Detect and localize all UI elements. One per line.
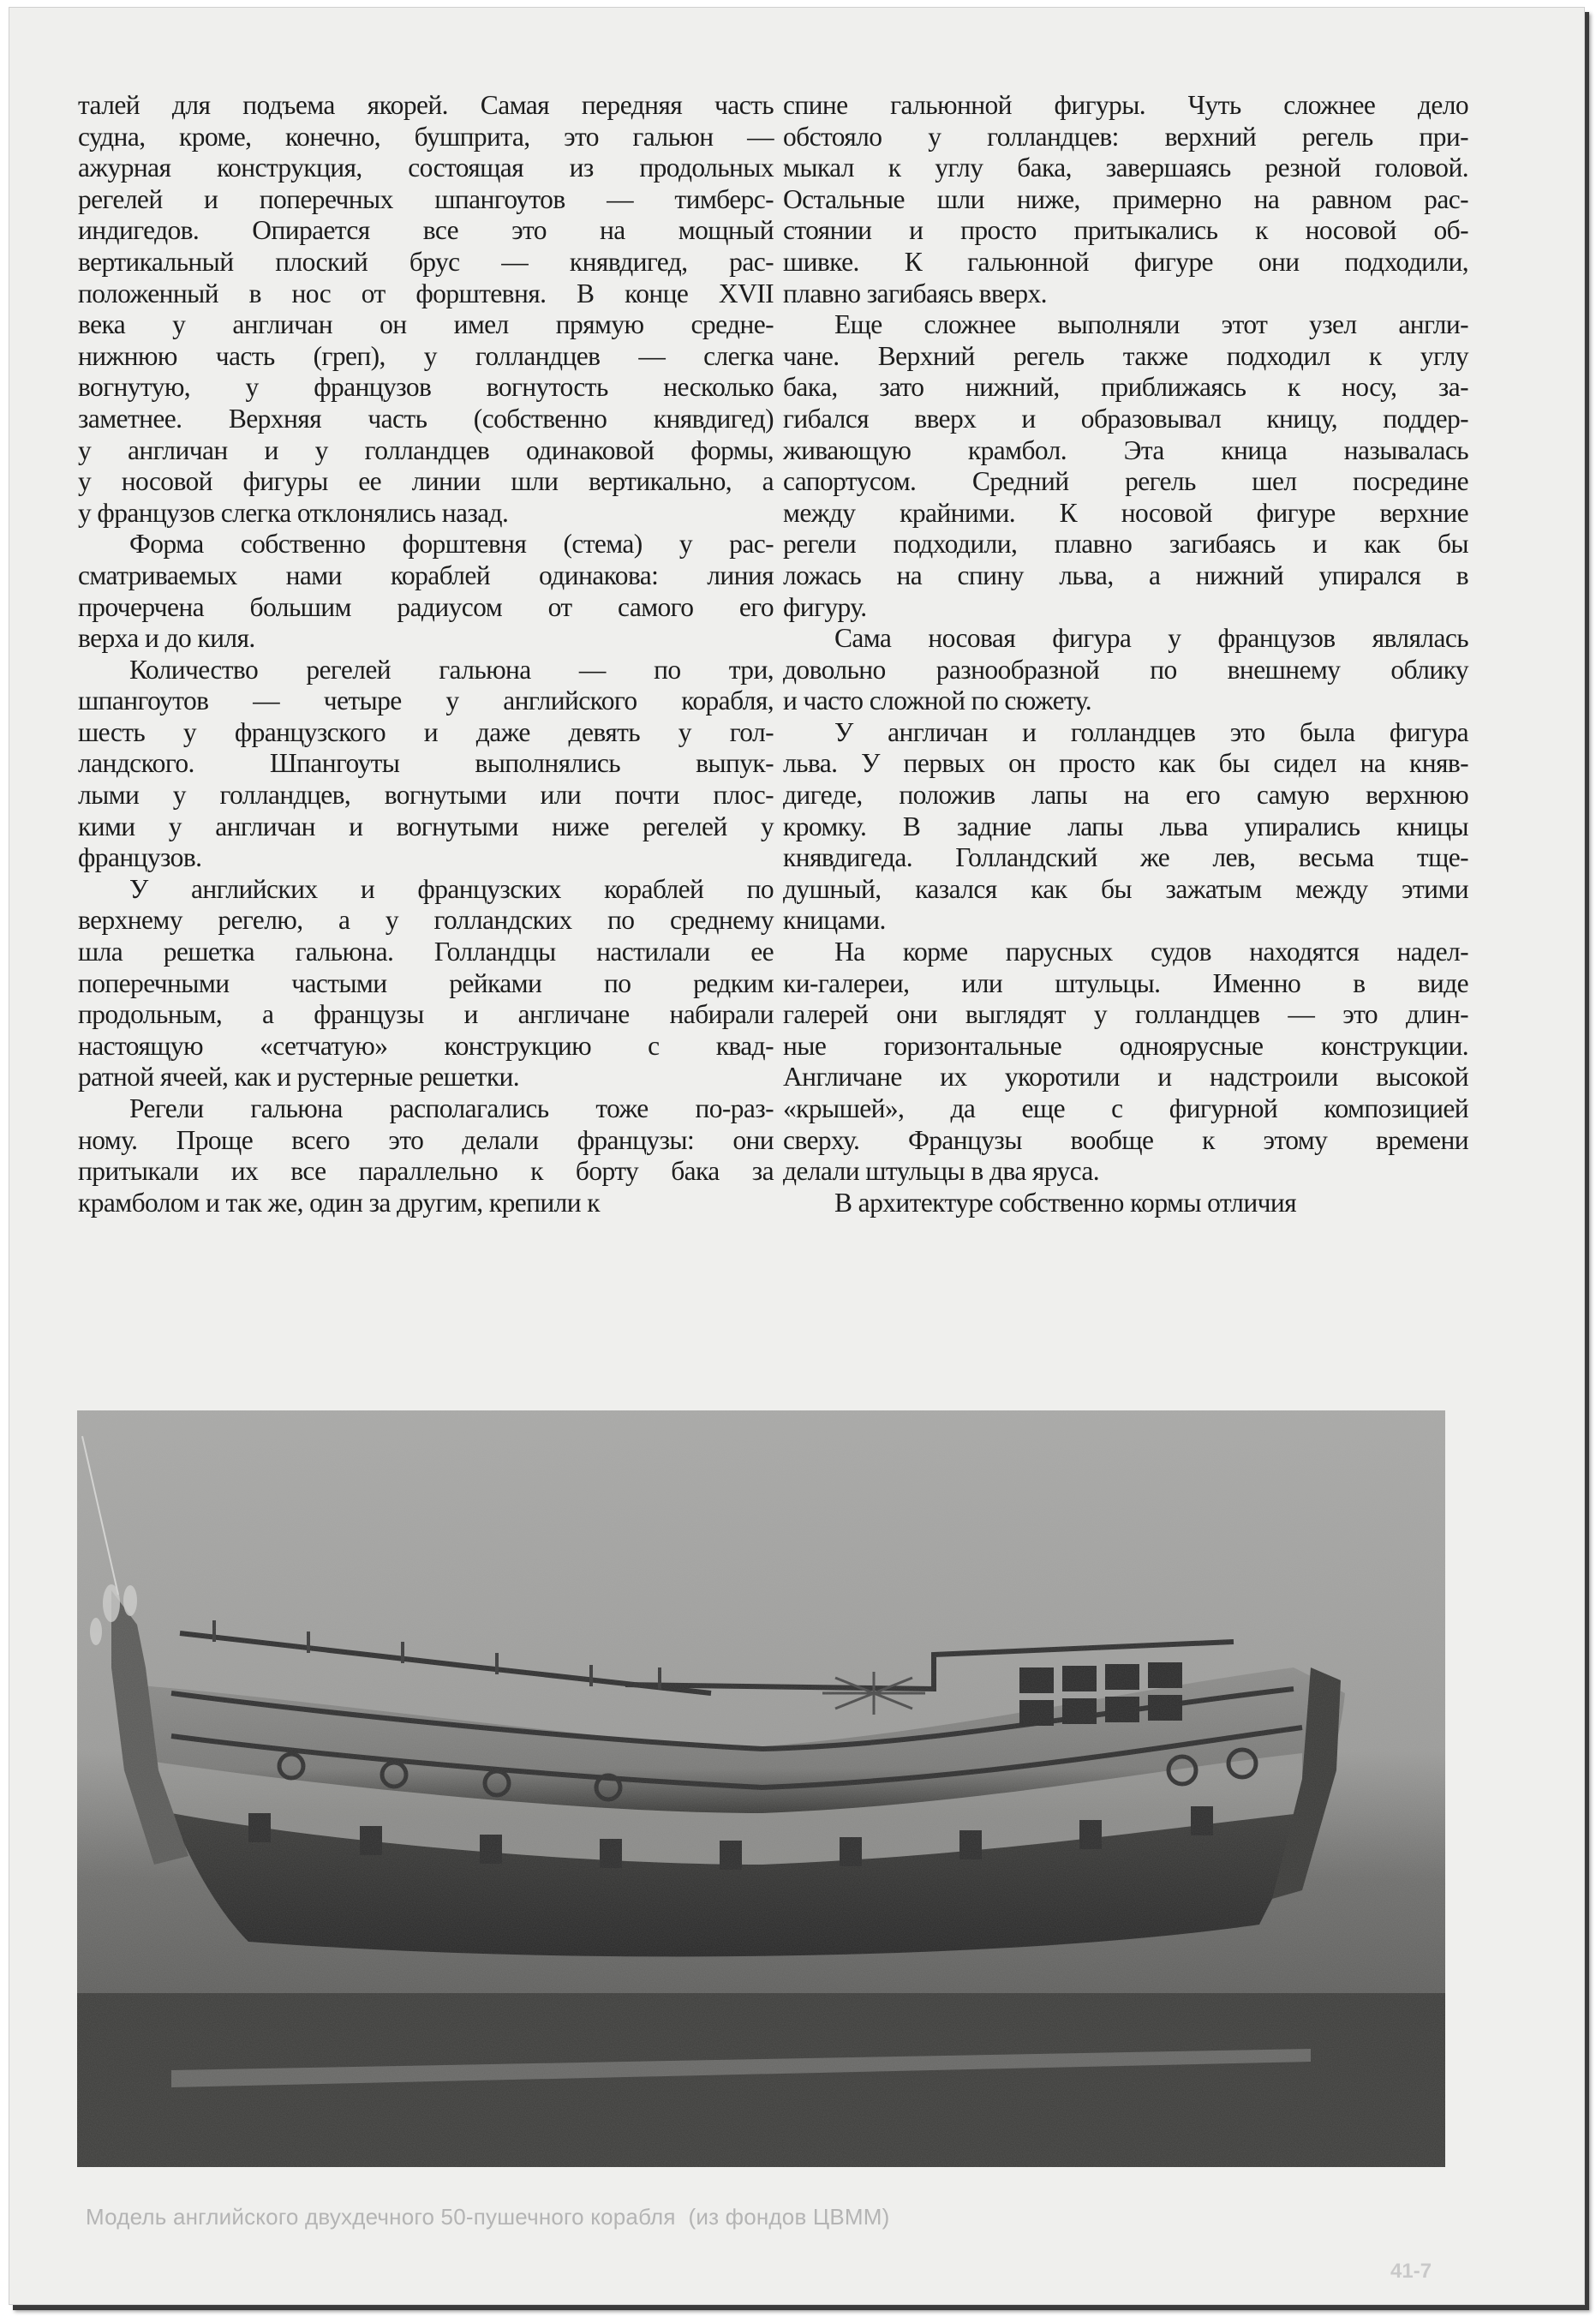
text-line: продольным, а французы и англичане набирали <box>78 999 774 1030</box>
paragraph <box>783 309 1468 623</box>
text-line: спине гальюнной фигуры. Чуть сложнее дело <box>783 90 1468 120</box>
paragraph <box>783 623 1468 717</box>
text-line: У английских и французских кораблей по <box>129 873 774 904</box>
text-line: ки-галереи, или штульцы. Именно в виде <box>783 967 1468 998</box>
right-text-column <box>783 90 1468 1218</box>
text-line: кромку. В задние лапы льва упирались кницы <box>783 811 1468 841</box>
text-line: В архитектуре собственно кормы отличия <box>834 1187 1297 1218</box>
text-line: индигедов. Опирается все это на мощный <box>78 215 774 246</box>
text-line: заметнее. Верхняя часть (собственно княвдигед) <box>78 403 774 434</box>
paragraph <box>783 937 1468 1188</box>
text-line: Сама носовая фигура у французов являлась <box>834 623 1468 654</box>
text-line: верхнему регелю, а у голландских по среднему <box>78 905 774 936</box>
text-line: ратной ячеей, как и рустерные решетки. <box>78 1062 520 1093</box>
text-line: «крышей», да еще с фигурной композицией <box>783 1093 1468 1123</box>
text-line: шпангоутов — четыре у английского корабля, <box>78 686 774 716</box>
scanned-page <box>9 7 1585 2305</box>
text-line: вертикальный плоский брус — княвдигед, рас- <box>78 246 774 277</box>
text-line: кницами. <box>783 905 886 936</box>
text-line: галерей они выглядят у голландцев — это длин- <box>783 999 1468 1030</box>
text-line: душный, казался как бы зажатым между этими <box>783 873 1468 904</box>
text-line: чане. Верхний регель также подходил к углу <box>783 340 1468 371</box>
text-line: ложась на спину льва, а нижний упирался в <box>783 560 1468 590</box>
text-line: Форма собственно форштевня (стема) у рас- <box>129 529 774 560</box>
text-line: Остальные шли ниже, примерно на равном рас- <box>783 183 1468 214</box>
paragraph <box>78 90 774 529</box>
paragraph <box>78 529 774 654</box>
text-line: вогнутую, у французов вогнутость несколько <box>78 372 774 403</box>
text-line: довольно разнообразной по внешнему облику <box>783 654 1468 685</box>
text-line: крамболом и так же, один за другим, крепили к <box>78 1187 600 1218</box>
text-line: стоянии и просто притыкались к носовой об- <box>783 215 1468 246</box>
text-line: поперечными частыми рейками по редким <box>78 967 774 998</box>
paragraph <box>783 90 1468 309</box>
text-line: плавно загибаясь вверх. <box>783 278 1047 308</box>
text-line: верха и до киля. <box>78 623 255 654</box>
text-line: у носовой фигуры ее линии шли вертикально, а <box>78 466 774 497</box>
text-line: шивке. К гальюнной фигуре они подходили, <box>783 246 1468 277</box>
text-line: дигеде, положив лапы на его самую верхнюю <box>783 780 1468 811</box>
text-line: у французов слегка отклонялись назад. <box>78 497 509 528</box>
text-line: На корме парусных судов находятся надел- <box>834 937 1468 967</box>
text-line: льва. У первых он просто как бы сидел на княв- <box>783 748 1468 779</box>
text-line: прочерчена большим радиусом от самого его <box>78 591 774 622</box>
text-line: сматриваемых нами кораблей одинакова: линия <box>78 560 774 590</box>
left-text-column <box>78 90 774 1218</box>
text-line: Еще сложнее выполняли этот узел англи- <box>834 309 1468 340</box>
text-line: талей для подъема якорей. Самая передняя часть <box>78 90 774 120</box>
text-line: Англичане их укоротили и надстроили высокой <box>783 1062 1468 1093</box>
text-line: французов. <box>78 842 202 873</box>
text-line: бака, зато нижний, приближаясь к носу, за- <box>783 372 1468 403</box>
paragraph <box>78 655 774 874</box>
text-line: Количество регелей гальюна — по три, <box>129 654 774 685</box>
text-line: сапортусом. Средний регель шел посредине <box>783 466 1468 497</box>
paragraph <box>783 717 1468 937</box>
text-line: и часто сложной по сюжету. <box>783 686 1092 716</box>
text-line: ному. Проще всего это делали французы: они <box>78 1124 774 1155</box>
text-line: мыкал к углу бака, завершаясь резной головой. <box>783 153 1468 183</box>
text-line: положенный в нос от форштевня. В конце XVII <box>78 278 774 308</box>
ship-model-illustration <box>77 1410 1445 2167</box>
text-line: Регели гальюна располагались тоже по-раз- <box>129 1093 774 1123</box>
text-line: ландского. Шпангоуты выполнялись выпук- <box>78 748 774 779</box>
text-line: лыми у голландцев, вогнутыми или почти плос- <box>78 780 774 811</box>
text-line: шла решетка гальюна. Голландцы настилали ее <box>78 937 774 967</box>
text-line: настоящую «сетчатую» конструкцию с квад- <box>78 1030 774 1061</box>
text-line: делали штульцы в два яруса. <box>783 1156 1100 1187</box>
text-line: гибался вверх и образовывал кницу, поддер- <box>783 403 1468 434</box>
text-line: века у англичан он имел прямую средне- <box>78 309 774 340</box>
paragraph <box>78 1093 774 1218</box>
figure-caption: Модель английского двухдечного 50-пушечного корабля (из фондов ЦВММ) <box>86 2204 890 2230</box>
page-number: 41-7 <box>1390 2260 1432 2283</box>
text-line: притыкали их все параллельно к борту бака за <box>78 1156 774 1187</box>
text-line: нижнюю часть (греп), у голландцев — слегка <box>78 340 774 371</box>
text-line: фигуру. <box>783 591 867 622</box>
text-line: кими у англичан и вогнутыми ниже регелей у <box>78 811 774 841</box>
text-line: живающую крамбол. Эта кница называлась <box>783 434 1468 465</box>
text-line: обстояло у голландцев: верхний регель при- <box>783 121 1468 152</box>
text-line: между крайними. К носовой фигуре верхние <box>783 497 1468 528</box>
text-line: У англичан и голландцев это была фигура <box>834 716 1468 747</box>
text-line: шесть у французского и даже девять у гол- <box>78 716 774 747</box>
text-line: судна, кроме, конечно, бушприта, это гальюн — <box>78 121 774 152</box>
text-line: регелей и поперечных шпангоутов — тимберс- <box>78 183 774 214</box>
text-line: ажурная конструкция, состоящая из продольных <box>78 153 774 183</box>
text-line: у англичан и у голландцев одинаковой формы, <box>78 434 774 465</box>
paragraph <box>78 874 774 1093</box>
text-line: ные горизонтальные одноярусные конструкции. <box>783 1030 1468 1061</box>
text-line: сверху. Французы вообще к этому времени <box>783 1124 1468 1155</box>
ship-model-photo <box>77 1410 1445 2167</box>
text-line: регели подходили, плавно загибаясь и как бы <box>783 529 1468 560</box>
paragraph <box>783 1188 1468 1219</box>
text-line: княвдигеда. Голландский же лев, весьма тще- <box>783 842 1468 873</box>
